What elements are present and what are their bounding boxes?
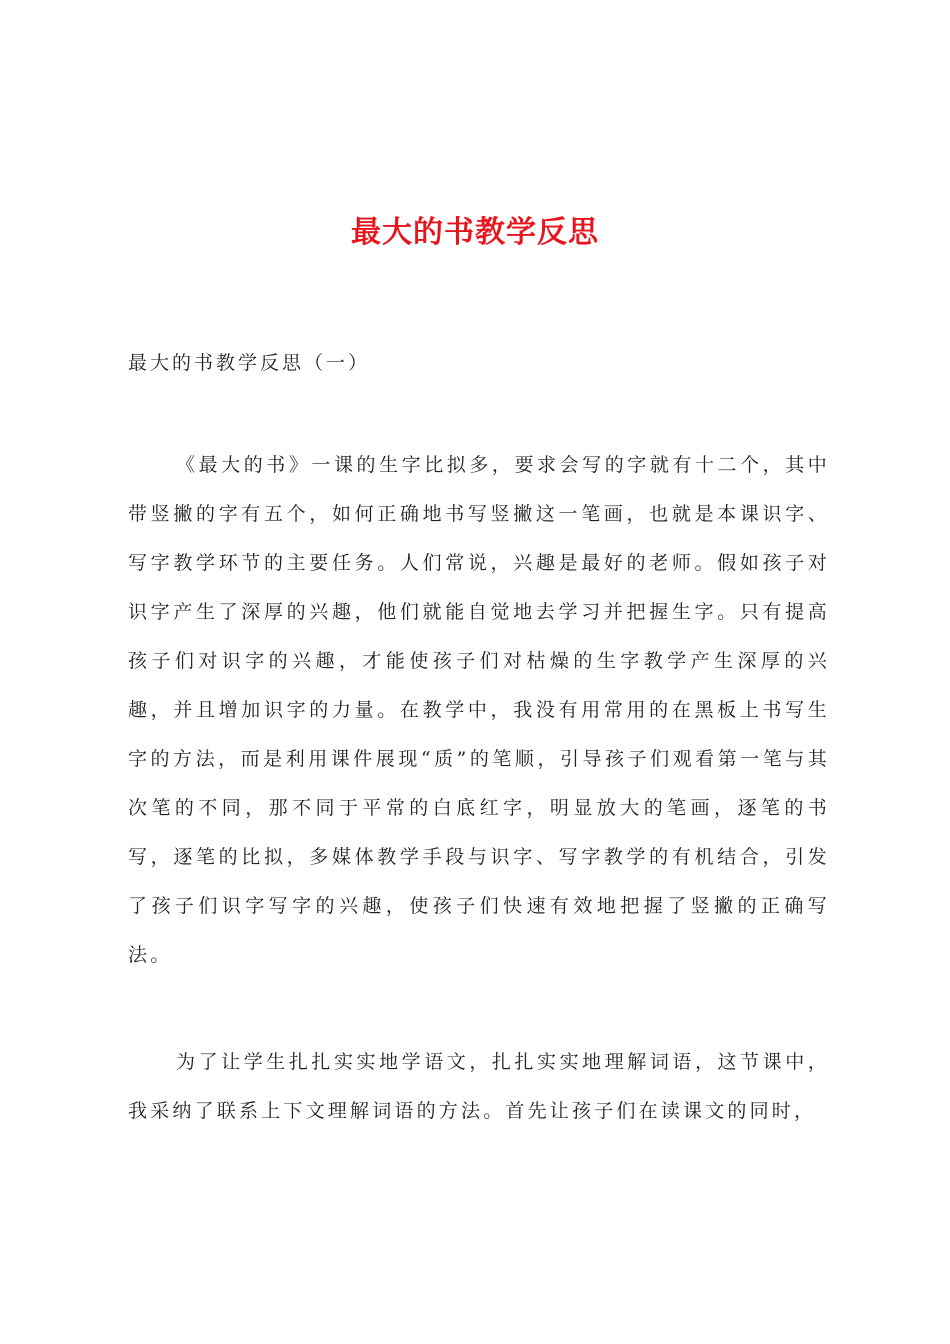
paragraph-2: 为了让学生扎扎实实地学语文，扎扎实实地理解词语，这节课中，我采纳了联系上下文理解词语的方法。首先让孩子们在读课文的同时， (128, 1051, 830, 1122)
document-title: 最大的书教学反思 (351, 215, 599, 250)
paragraph-1: 《最大的书》一课的生字比拟多，要求会写的字就有十二个，其中带竖撇的字有五个，如何正确地书写竖撇这一笔画，也就是本课识字、写字教学环节的主要任务。人们常说，兴趣是最好的老师。假如孩子对识字产生了深厚的兴趣，他们就能自觉地去学习并把握生字。只有提高孩子们对识字的兴趣，才能使孩子们对枯燥的生字教学产生深厚的兴趣，并且增加识字的力量。在教学中，我没有用常用的在黑板上书写生字的方法，而是利用课件展现“质”的笔顺，引导孩子们观看第一笔与其次笔的不同，那不同于平常的白底红字，明显放大的笔画，逐笔的书写，逐笔的比拟，多媒体教学手段与识字、写字教学的有机结合，引发了孩子们识字写字的兴趣，使孩子们快速有效地把握了竖撇的正确写法。 (128, 454, 830, 966)
section-heading: 最大的书教学反思（一） (128, 352, 371, 374)
